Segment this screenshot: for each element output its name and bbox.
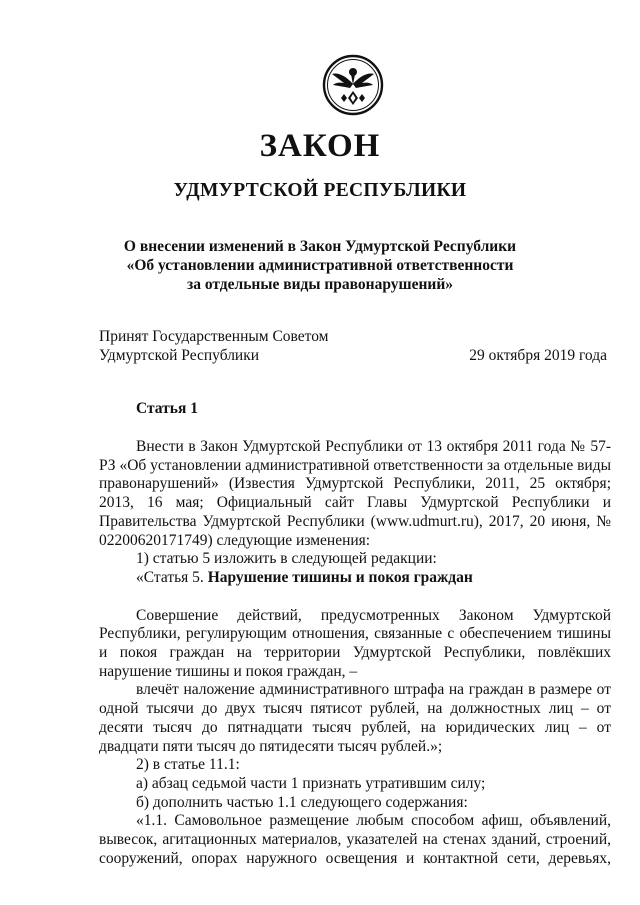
subject-line: за отдельные виды правонарушений» (187, 276, 453, 293)
amendment-item: 1) статью 5 изложить в следующей редакции: (136, 550, 437, 568)
udmurt-emblem-icon (322, 54, 384, 116)
subject-line: «Об установлении административной ответственности (126, 257, 514, 274)
republic-name: УДМУРТСКОЙ РЕСПУБЛИКИ (173, 180, 467, 201)
article-body (99, 438, 611, 868)
article-intro: Внести в Закон Удмуртской Республики от 13 октября 2011 года № 57-РЗ «Об установлении административной ответственности за отдельные виды правонарушений» (Известия Удмуртской Республики, 2011, 25 октября; 2013, 16 мая; Официальный сайт Главы Удмуртской Республики и Правительства Удмуртской Республики (www.udmurt.ru), 2017, 20 июня, № 02200620171749) следующие изменения: (99, 438, 611, 549)
amendment-subitem: б) дополнить частью 1.1 следующего содержания: (136, 793, 468, 811)
subject-line: О внесении изменений в Закон Удмуртской Республики (123, 238, 517, 255)
part-1-1-text: «1.1. Самовольное размещение любым способом афиш, объявлений, вывесок, агитационных материалов, указателей на стенах зданий, строений, сооружений, опорах наружного освещения и контактной сети, деревьях, (99, 812, 611, 867)
law-subject (0, 237, 640, 294)
article-5-title: Нарушение тишины и покоя граждан (207, 568, 473, 586)
adoption-date: 29 октября 2019 года (469, 347, 607, 364)
adoption-line: Принят Государственным Советом (99, 328, 329, 345)
adoption-block (99, 327, 329, 365)
amendment-subitem: а) абзац седьмой части 1 признать утратившим силу; (136, 774, 486, 792)
article-heading: Статья 1 (136, 400, 198, 417)
article-5-text: Совершение действий, предусмотренных Законом Удмуртской Республики, регулирующим отношения, связанные с обеспечением тишины и покоя граждан на территории Удмуртской Республики, повлёкших нарушение тишины и покоя граждан, – (99, 606, 611, 680)
article-5-heading (99, 569, 611, 588)
amendment-item: 2) в статье 11.1: (136, 756, 240, 774)
law-title: ЗАКОН (259, 128, 381, 164)
article-5-prefix: «Статья 5. (136, 568, 208, 586)
adoption-line: Удмуртской Республики (99, 347, 260, 364)
article-5-penalty: влечёт наложение административного штрафа на граждан в размере от одной тысячи до двух тысяч пятисот рублей, на должностных лиц – от десяти тысяч до пятнадцати тысяч рублей, на юридических лиц – от двадцати пяти тысяч до пятидесяти тысяч рублей.»; (99, 681, 611, 755)
